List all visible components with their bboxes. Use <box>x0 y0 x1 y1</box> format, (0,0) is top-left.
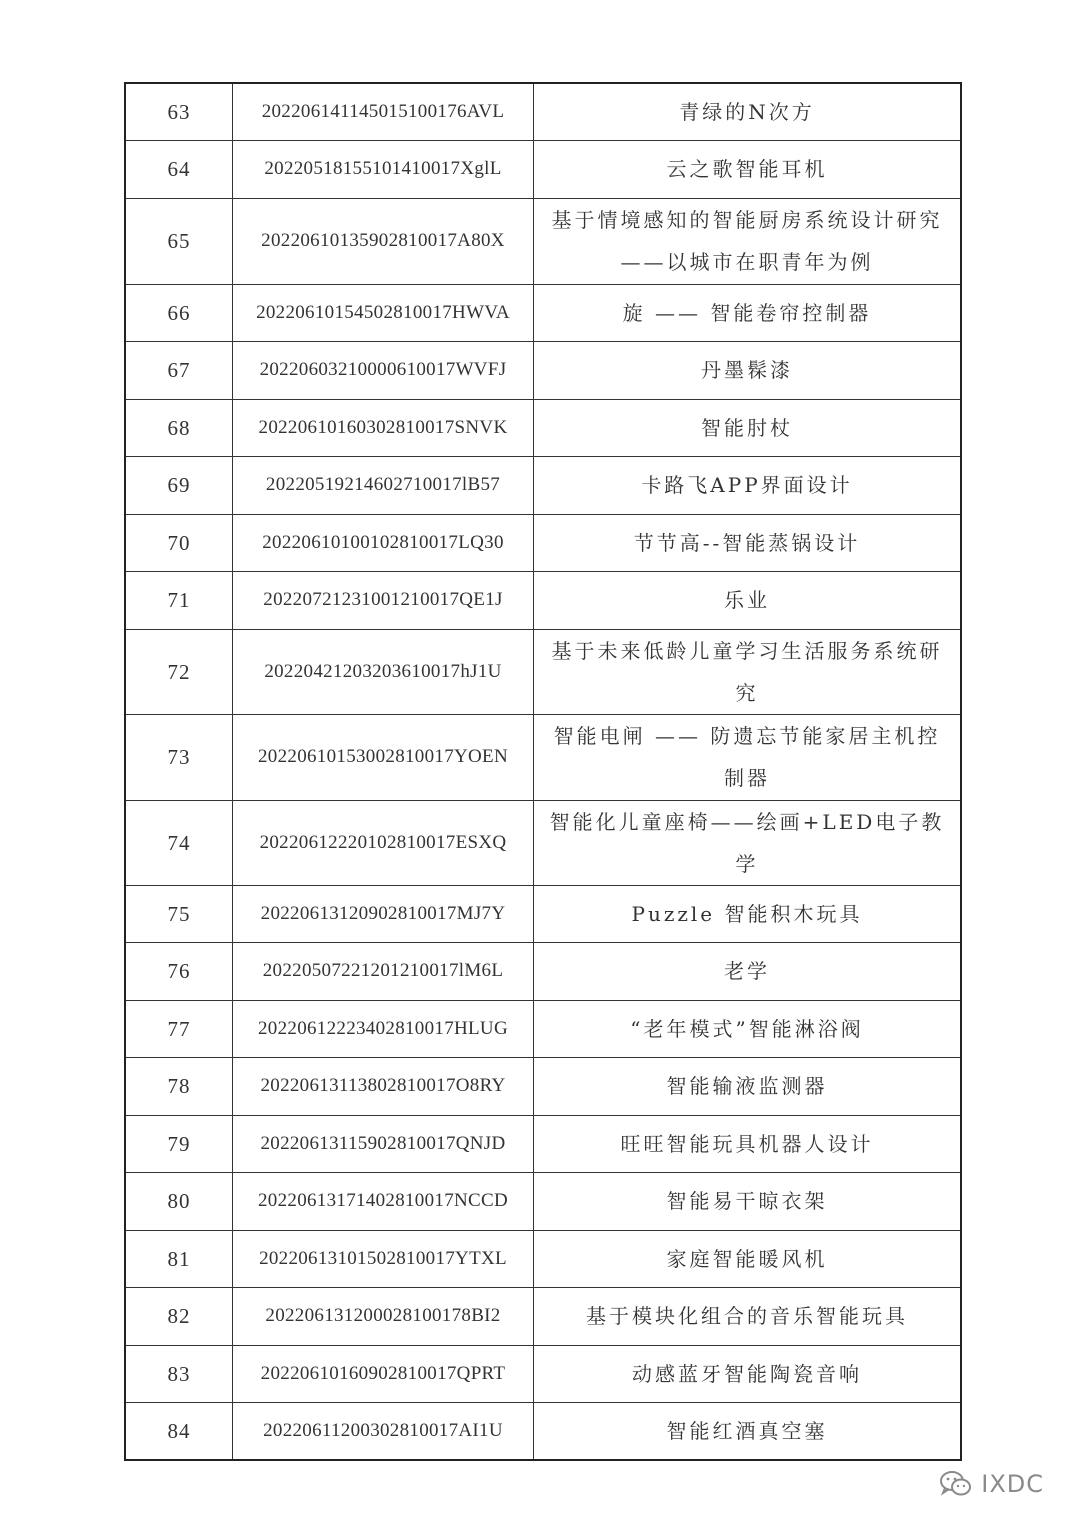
row-number: 65 <box>125 198 233 284</box>
row-code: 20220721231001210017QE1J <box>233 572 534 630</box>
row-title: 旋 —— 智能卷帘控制器 <box>534 284 962 342</box>
row-code: 20220612223402810017HLUG <box>233 1000 534 1058</box>
row-title: 云之歌智能耳机 <box>534 141 962 199</box>
row-title: 旺旺智能玩具机器人设计 <box>534 1115 962 1173</box>
row-title: 智能易干晾衣架 <box>534 1173 962 1231</box>
table-row <box>125 1115 961 1173</box>
row-number: 71 <box>125 572 233 630</box>
row-number: 73 <box>125 714 233 800</box>
row-title: 丹墨髹漆 <box>534 342 962 400</box>
row-title: 青绿的N次方 <box>534 83 962 141</box>
row-code: 20220613120902810017MJ7Y <box>233 885 534 943</box>
row-code: 20220507221201210017lM6L <box>233 943 534 1001</box>
row-code: 20220421203203610017hJ1U <box>233 629 534 714</box>
row-code: 20220610135902810017A80X <box>233 198 534 284</box>
table-row <box>125 885 961 943</box>
row-number: 66 <box>125 284 233 342</box>
table-row <box>125 1000 961 1058</box>
row-code: 20220610154502810017HWVA <box>233 284 534 342</box>
row-number: 67 <box>125 342 233 400</box>
row-code: 20220613171402810017NCCD <box>233 1173 534 1231</box>
row-title: 乐业 <box>534 572 962 630</box>
table-row <box>125 83 961 141</box>
row-title: 智能红酒真空塞 <box>534 1403 962 1461</box>
row-number: 83 <box>125 1345 233 1403</box>
row-code: 20220519214602710017lB57 <box>233 457 534 515</box>
row-title: 老学 <box>534 943 962 1001</box>
row-number: 81 <box>125 1230 233 1288</box>
row-title: 动感蓝牙智能陶瓷音响 <box>534 1345 962 1403</box>
table-row <box>125 1173 961 1231</box>
row-number: 80 <box>125 1173 233 1231</box>
table-row <box>125 572 961 630</box>
project-table <box>124 82 962 1461</box>
table-row <box>125 1403 961 1461</box>
row-code: 20220612220102810017ESXQ <box>233 800 534 885</box>
table-row <box>125 629 961 714</box>
row-code: 20220613101502810017YTXL <box>233 1230 534 1288</box>
row-code: 20220518155101410017XglL <box>233 141 534 199</box>
wechat-icon <box>939 1470 973 1498</box>
row-number: 64 <box>125 141 233 199</box>
table-row <box>125 943 961 1001</box>
row-number: 63 <box>125 83 233 141</box>
row-number: 78 <box>125 1058 233 1116</box>
table-row <box>125 514 961 572</box>
row-title: 家庭智能暖风机 <box>534 1230 962 1288</box>
table-row <box>125 1288 961 1346</box>
row-title: 卡路飞APP界面设计 <box>534 457 962 515</box>
row-title: 基于情境感知的智能厨房系统设计研究 ——以城市在职青年为例 <box>534 198 962 284</box>
table-row <box>125 141 961 199</box>
row-code: 20220610160902810017QPRT <box>233 1345 534 1403</box>
row-number: 68 <box>125 399 233 457</box>
table-row <box>125 1230 961 1288</box>
row-number: 84 <box>125 1403 233 1461</box>
row-number: 70 <box>125 514 233 572</box>
row-number: 75 <box>125 885 233 943</box>
row-number: 72 <box>125 629 233 714</box>
row-code: 202206141145015100176AVL <box>233 83 534 141</box>
row-title: 智能肘杖 <box>534 399 962 457</box>
row-title: Puzzle 智能积木玩具 <box>534 885 962 943</box>
table-row <box>125 1058 961 1116</box>
row-title: 智能输液监测器 <box>534 1058 962 1116</box>
table-row <box>125 198 961 284</box>
table-row <box>125 399 961 457</box>
row-code: 20220610100102810017LQ30 <box>233 514 534 572</box>
row-number: 76 <box>125 943 233 1001</box>
row-code: 20220603210000610017WVFJ <box>233 342 534 400</box>
watermark <box>939 1470 1044 1498</box>
row-title: 智能化儿童座椅——绘画+LED电子教学 <box>534 800 962 885</box>
row-title: 智能电闸 —— 防遗忘节能家居主机控制器 <box>534 714 962 800</box>
table-row <box>125 457 961 515</box>
table-row <box>125 800 961 885</box>
table-row <box>125 1345 961 1403</box>
row-title: “老年模式”智能淋浴阀 <box>534 1000 962 1058</box>
row-code: 20220613115902810017QNJD <box>233 1115 534 1173</box>
row-number: 82 <box>125 1288 233 1346</box>
table-row <box>125 284 961 342</box>
row-title: 基于未来低龄儿童学习生活服务系统研究 <box>534 629 962 714</box>
table-row <box>125 342 961 400</box>
row-code: 20220610160302810017SNVK <box>233 399 534 457</box>
row-number: 69 <box>125 457 233 515</box>
table-row <box>125 714 961 800</box>
watermark-label: IXDC <box>981 1470 1044 1498</box>
row-code: 20220610153002810017YOEN <box>233 714 534 800</box>
table-body <box>125 83 961 1460</box>
row-number: 74 <box>125 800 233 885</box>
row-number: 77 <box>125 1000 233 1058</box>
row-title: 基于模块化组合的音乐智能玩具 <box>534 1288 962 1346</box>
row-number: 79 <box>125 1115 233 1173</box>
row-code: 20220611200302810017AI1U <box>233 1403 534 1461</box>
row-code: 20220613113802810017O8RY <box>233 1058 534 1116</box>
row-title: 节节高--智能蒸锅设计 <box>534 514 962 572</box>
row-code: 202206131200028100178BI2 <box>233 1288 534 1346</box>
